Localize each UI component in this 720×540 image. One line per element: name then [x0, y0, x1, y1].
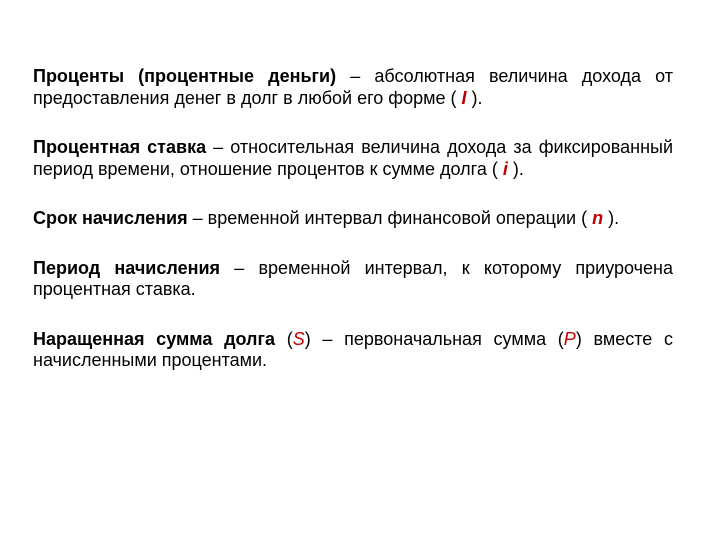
- definition-interest: [33, 66, 673, 109]
- dash: –: [187, 208, 208, 228]
- definition-period: [33, 258, 673, 301]
- symbol-I: I: [461, 87, 467, 108]
- term-interest: Проценты (процентные деньги): [33, 66, 337, 86]
- definition-text: временной интервал, к которому приурочена процентная ставка.: [33, 257, 673, 299]
- definition-text-end: ).: [507, 158, 524, 179]
- definition-text: первоначальная сумма (: [344, 328, 564, 349]
- symbol-n: n: [592, 208, 604, 228]
- definition-text: относительная величина дохода за фиксированный период времени, отношение процентов к сумме долга (: [33, 137, 674, 179]
- term-accrual-term: Срок начисления: [33, 208, 188, 228]
- paren-open: (: [275, 328, 293, 349]
- term-accrual-period: Период начисления: [33, 257, 221, 278]
- dash: –: [220, 257, 259, 278]
- symbol-i: i: [502, 158, 508, 179]
- term-accrued-sum: Наращенная сумма долга: [33, 328, 275, 349]
- dash: –: [310, 328, 345, 349]
- definition-accrued-sum: [33, 329, 673, 372]
- slide-content: [33, 66, 673, 372]
- definition-text-end: ).: [603, 208, 620, 228]
- definition-interest-rate: [33, 137, 673, 180]
- dash: –: [336, 66, 375, 86]
- paren-close: ): [304, 328, 311, 349]
- term-interest-rate: Процентная ставка: [33, 137, 207, 157]
- definition-text-end: ).: [466, 87, 483, 108]
- definition-text: временной интервал финансовой операции (: [207, 208, 593, 228]
- dash: –: [206, 137, 231, 157]
- definition-term: [33, 208, 673, 230]
- paren-close-2: ): [575, 328, 582, 349]
- definition-text-end: вместе с начисленными процентами.: [33, 328, 674, 370]
- symbol-P: P: [563, 328, 576, 349]
- definition-text: абсолютная величина дохода от предоставления денег в долг в любой его форме (: [33, 66, 674, 108]
- symbol-S: S: [292, 328, 305, 349]
